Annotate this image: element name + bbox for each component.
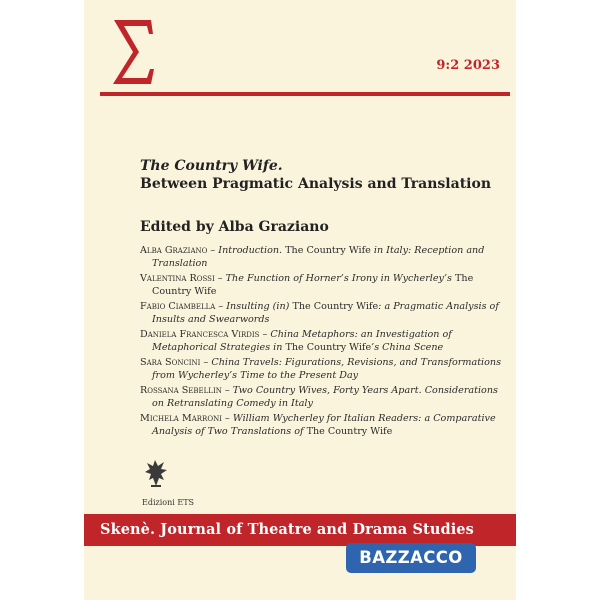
griffin-icon — [139, 456, 173, 490]
toc-title-part: The Country Wife — [289, 301, 379, 312]
title-line-2: Between Pragmatic Analysis and Translation — [140, 176, 491, 192]
book-title — [140, 157, 500, 193]
toc-title-part: Introduction. — [218, 245, 283, 256]
toc-title-part: The Country Wife — [152, 273, 474, 297]
toc-entry — [140, 301, 510, 327]
toc-entry — [140, 245, 510, 271]
toc-title-part: in Italy: Reception and Translation — [152, 245, 485, 269]
table-of-contents — [140, 245, 510, 441]
toc-entry — [140, 329, 510, 355]
toc-title-part: The Country Wife — [282, 245, 374, 256]
issue-number: 9:2 2023 — [436, 58, 500, 73]
toc-author: Rossana Sebellin — [140, 385, 222, 396]
toc-author: Daniela Francesca Virdis — [140, 329, 260, 340]
toc-author: Fabio Ciambella — [140, 301, 216, 312]
toc-author: Sara Soncini — [140, 357, 201, 368]
toc-title-part: : a Pragmatic Analysis of Insults and Swearwords — [152, 301, 499, 325]
toc-separator: – — [207, 245, 219, 256]
title-line-1: The Country Wife. — [140, 158, 283, 174]
toc-separator: – — [259, 329, 271, 340]
toc-title-part: Two Country Wives, Forty Years Apart. Considerations on Retranslating Comedy in Italy — [152, 385, 498, 409]
editor-credit: Edited by Alba Graziano — [140, 219, 329, 235]
toc-author: Michela Marroni — [140, 413, 222, 424]
book-cover — [84, 0, 516, 600]
header-divider — [100, 92, 510, 96]
publisher-name: Edizioni ETS — [142, 498, 195, 507]
toc-entry — [140, 413, 510, 439]
toc-separator: – — [221, 413, 233, 424]
toc-author: Alba Graziano — [140, 245, 208, 256]
toc-title-part: China Metaphors: an Investigation of Metaphorical Strategies in — [152, 329, 452, 353]
toc-title-part: The Function of Horner’s Irony in Wycherley’s — [225, 273, 452, 284]
toc-title-part: The Country Wife — [303, 425, 393, 437]
toc-separator: – — [214, 273, 226, 284]
seller-badge: BAZZACCO — [346, 543, 476, 573]
sigma-logo-icon — [111, 18, 155, 86]
toc-title-part: China Travels: Figurations, Revisions, and Transformations from Wycherley’s Time to the Present Day — [152, 357, 502, 381]
toc-entry — [140, 273, 510, 299]
toc-separator: – — [215, 301, 227, 312]
toc-separator: – — [200, 357, 212, 368]
journal-title: Skenè. Journal of Theatre and Drama Studies — [100, 521, 474, 538]
toc-entry — [140, 357, 510, 383]
toc-title-part: William Wycherley for Italian Readers: a Comparative Analysis of Two Translations of — [152, 413, 496, 437]
toc-separator: – — [221, 385, 233, 396]
toc-author: Valentina Rossi — [140, 273, 215, 284]
toc-entry — [140, 385, 510, 411]
toc-title-part: The Country Wife — [282, 341, 372, 353]
toc-title-part: ’s China Scene — [371, 341, 444, 353]
toc-title-part: Insulting (in) — [226, 301, 290, 312]
